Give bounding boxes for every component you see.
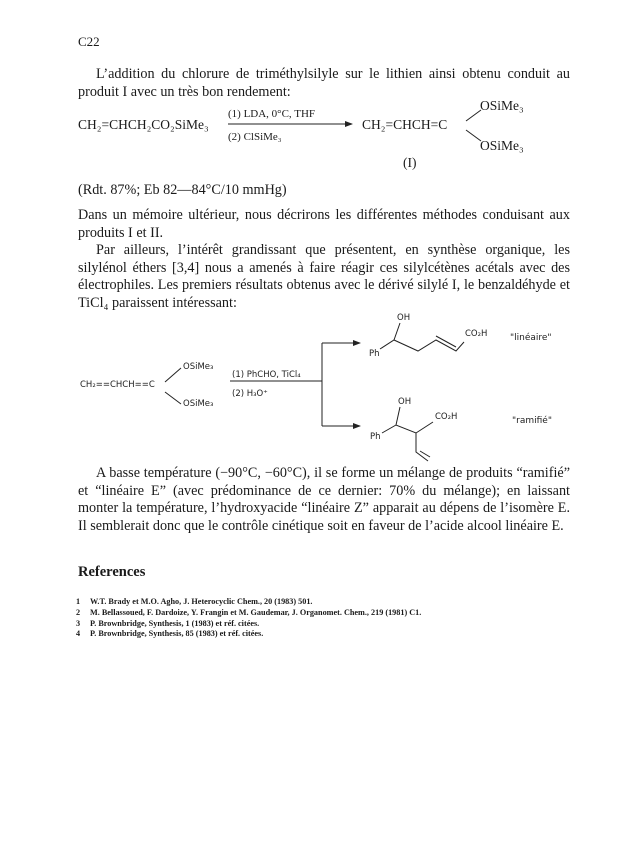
- reference-item: [76, 597, 576, 608]
- product-bond-top: [466, 110, 481, 121]
- reference-text: W.T. Brady et M.O. Agho, J. Heterocyclic Chem., 20 (1983) 501.: [90, 597, 313, 606]
- p1-chain: [380, 340, 464, 351]
- p2-label: "ramifié": [512, 416, 552, 426]
- p2-ph: Ph: [370, 432, 381, 442]
- p1-label: "linéaire": [510, 333, 552, 343]
- reference-item: [76, 619, 576, 630]
- sm-bond-bottom: [165, 392, 181, 404]
- yield-text: (Rdt. 87%; Eb 82—84°C/10 mmHg): [78, 182, 287, 198]
- p1-oh-bond: [394, 323, 400, 340]
- references-heading: References: [78, 564, 146, 580]
- reagent-1: (1) LDA, 0°C, THF: [228, 108, 316, 120]
- p2-oh-bond: [396, 407, 400, 425]
- page-label: C22: [78, 34, 100, 49]
- p2-oh: OH: [398, 397, 412, 407]
- references-list: [76, 597, 576, 640]
- paragraph-4: A basse température (−90°C, −60°C), il se forme un mélange de produits “ramifié” et “linéaire E” (avec prédominance de ce dernier: 70% du mélange); en laissant monter la température, l’hydroxyacide “linéaire Z” apparait au dépens de l’isomère E. Il semblerait donc que le contrôle cinétique soit en faveur de l’acide alcool linéaire E.: [78, 465, 570, 534]
- sm-bond-top: [165, 368, 181, 382]
- reactant: CH₂=CHCH₂CO₂SiMe₃: [78, 117, 209, 132]
- paragraph-4-wrap: [78, 465, 570, 535]
- p1-oh: OH: [397, 313, 411, 323]
- product-label: (I): [403, 155, 417, 170]
- paragraph-2: Dans un mémoire ultérieur, nous décrirons les différentes méthodes conduisant aux produits I et II.: [78, 207, 570, 241]
- p2-chain: [382, 422, 433, 433]
- condition-2: (2) H₃O⁺: [232, 389, 268, 399]
- sm-chain: CH₂==CHCH==C: [80, 380, 155, 390]
- reference-text: P. Brownbridge, Synthesis, 1 (1983) et réf. citées.: [90, 618, 260, 628]
- condition-1: (1) PhCHO, TiCl₄: [232, 370, 301, 380]
- product-chain: CH₂=CHCH=C: [362, 117, 448, 132]
- reagent-2: (2) ClSiMe₃: [228, 131, 282, 143]
- intro-text: L’addition du chlorure de triméthylsilyle sur le lithien ainsi obtenu conduit au produit I avec un très bon rendement:: [78, 66, 570, 100]
- paragraph-3: Par ailleurs, l’intérêt grandissant que présentent, en synthèse organique, les silylénol éthers [3,4] nous a amenés à faire réagir ces silylcétènes acétals avec des électrophiles. Les premiers résultats obtenus avec le dérivé silylé I, le benzaldéhyde et TiCl₄ paraissent intéressant:: [78, 242, 570, 311]
- product-osime3-top: OSiMe₃: [480, 98, 524, 113]
- p2-co2h: CO₂H: [435, 412, 458, 422]
- reference-text: P. Brownbridge, Synthesis, 85 (1983) et réf. citées.: [90, 629, 264, 639]
- reference-number: 3: [76, 618, 81, 628]
- reference-item: [76, 608, 576, 619]
- reference-number: 4: [76, 629, 81, 639]
- product-osime3-bottom: OSiMe₃: [480, 138, 524, 153]
- sm-osime3-bottom: OSiMe₃: [183, 399, 214, 409]
- reference-text: M. Bellassoued, F. Dardoize, Y. Frangin et M. Gaudemar, J. Organomet. Chem., 219 (1981) C1.: [90, 607, 422, 617]
- p1-co2h: CO₂H: [465, 329, 488, 339]
- p1-ph: Ph: [369, 349, 380, 359]
- p2-vinyl: [416, 433, 428, 461]
- reference-item: [76, 629, 576, 640]
- product-bond-bottom: [466, 130, 481, 141]
- reference-number: 1: [76, 597, 81, 606]
- sm-osime3-top: OSiMe₃: [183, 362, 214, 372]
- reference-number: 2: [76, 607, 81, 617]
